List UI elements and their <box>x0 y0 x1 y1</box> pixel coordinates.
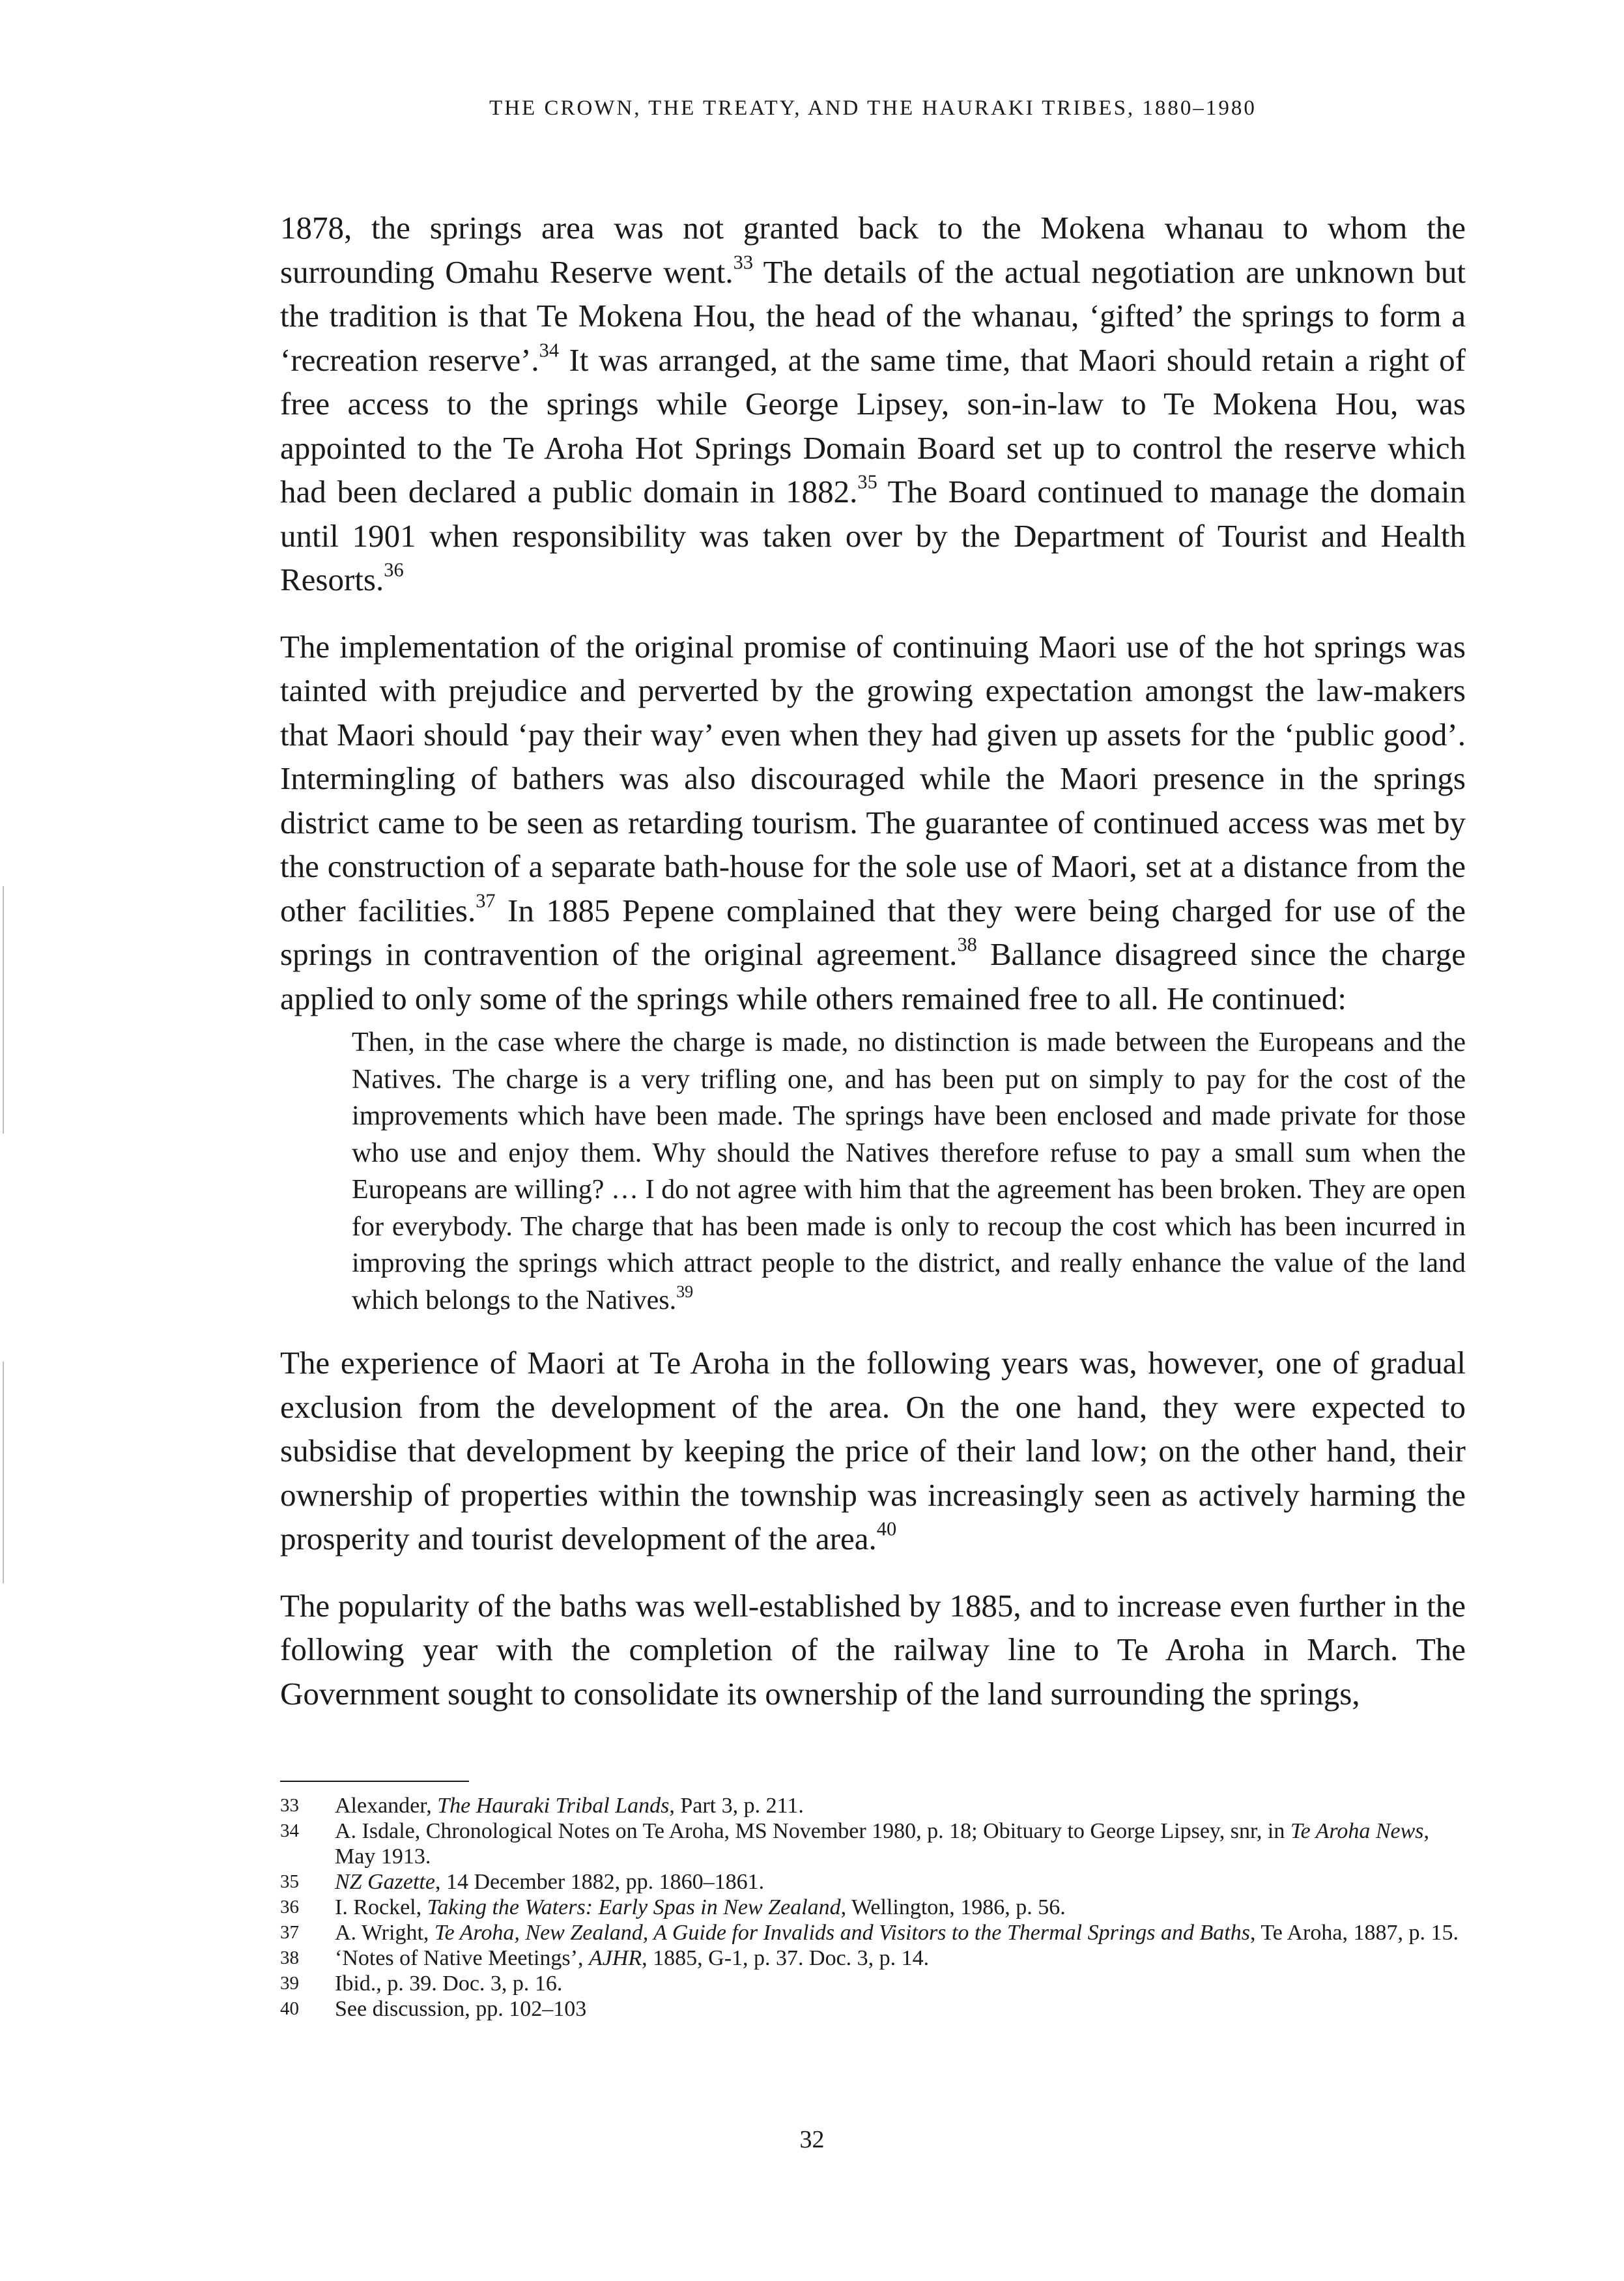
text-run: The Board continued to manage the domain until 1901 when responsibility was taken over by the Department of Tourist and Health Resorts. <box>280 474 1466 597</box>
footnote-reference: 40 <box>876 1517 897 1540</box>
text-run: , 1885, G-1, p. 37. Doc. 3, p. 14. <box>642 1946 930 1970</box>
footnote-reference: 38 <box>957 933 977 956</box>
footnote <box>280 1793 1466 1818</box>
italic-text: NZ Gazette <box>335 1870 435 1894</box>
footnote-reference: 36 <box>384 558 404 581</box>
footnote-text <box>335 1895 1466 1920</box>
italic-text: Te Aroha, New Zealand, A Guide for Invalids and Visitors to the Thermal Springs and Baths <box>434 1921 1250 1945</box>
footnote-text <box>335 1996 1466 2022</box>
text-run: , May 1913. <box>335 1819 1430 1869</box>
footnote <box>280 1895 1466 1920</box>
footnote <box>280 1920 1466 1945</box>
body-text <box>280 206 1466 1738</box>
text-run: It was arranged, at the same time, that Maori should retain a right of free access to the springs while George Lipsey, son-in-law to Te Mokena Hou, was appointed to the Te Aroha Hot Springs Domain Board set up to control the reserve which had been declared a public domain in 1882. <box>280 341 1466 509</box>
text-run: , Wellington, 1986, p. 56. <box>840 1895 1066 1919</box>
footnote-number: 35 <box>280 1871 299 1892</box>
footnote-number: 36 <box>280 1897 299 1917</box>
text-run: I. Rockel, <box>335 1895 427 1919</box>
footnote-text <box>335 1793 1466 1818</box>
footnote <box>280 1971 1466 1996</box>
scan-edge-mark <box>3 886 4 1134</box>
paragraph <box>280 1341 1466 1561</box>
text-run: The details of the actual negotiation are unknown but the tradition is that Te Mokena Hou, the head of the whanau, ‘gifted’ the springs to form a ‘recreation reserve’. <box>280 253 1466 378</box>
footnote-text <box>335 1818 1466 1869</box>
footnotes <box>280 1793 1466 2022</box>
footnote-text <box>335 1869 1466 1895</box>
footnote <box>280 1869 1466 1895</box>
paragraph <box>280 625 1466 1021</box>
footnote-text <box>335 1945 1466 1971</box>
text-run: The experience of Maori at Te Aroha in the following years was, however, one of gradual exclusion from the development of the area. On the one hand, they were expected to subsidise that development by keeping the price of their land low; on the other hand, their ownership of properties within the township was increasingly seen as actively harming the prosperity and tourist development of the area. <box>280 1345 1466 1557</box>
text-run: See discussion, pp. 102–103 <box>335 1997 587 2021</box>
text-run: , Te Aroha, 1887, p. 15. <box>1249 1921 1459 1945</box>
text-run: Ballance disagreed since the charge applied to only some of the springs while others remained free to all. He continued: <box>280 936 1466 1016</box>
text-run: A. Wright, <box>335 1921 434 1945</box>
footnote-rule <box>280 1781 469 1782</box>
footnote <box>280 1996 1466 2022</box>
footnote-number: 34 <box>280 1820 299 1841</box>
footnote-number: 39 <box>280 1973 299 1994</box>
text-run: , Part 3, p. 211. <box>669 1794 804 1818</box>
text-run: Alexander, <box>335 1794 438 1818</box>
text-run: , 14 December 1882, pp. 1860–1861. <box>434 1870 765 1894</box>
italic-text: AJHR <box>588 1946 642 1970</box>
text-run: ‘Notes of Native Meetings’, <box>335 1946 589 1970</box>
footnote-number: 33 <box>280 1795 299 1816</box>
text-run: The popularity of the baths was well-established by 1885, and to increase even further in the following year with the completion of the railway line to Te Aroha in March. The Government sought to consolidate its ownership of the land surrounding the springs, <box>280 1587 1466 1712</box>
paragraph <box>280 206 1466 602</box>
text-run: Ibid., p. 39. Doc. 3, p. 16. <box>335 1972 563 1996</box>
text-run: A. Isdale, Chronological Notes on Te Aroha, MS November 1980, p. 18; Obituary to George Lipsey, snr, in <box>335 1819 1290 1843</box>
italic-text: The Hauraki Tribal Lands <box>437 1794 670 1818</box>
footnote-reference: 33 <box>733 251 754 274</box>
footnote-reference: 35 <box>857 470 877 493</box>
footnote-reference: 37 <box>476 889 496 912</box>
footnote-number: 38 <box>280 1947 299 1968</box>
scan-edge-mark <box>3 1362 4 1583</box>
italic-text: Te Aroha News <box>1290 1819 1424 1843</box>
footnote <box>280 1945 1466 1971</box>
block-quote <box>352 1024 1466 1319</box>
text-run: The implementation of the original promise of continuing Maori use of the hot springs was tainted with prejudice and perverted by the growing expectation amongst the law-makers that Maori should ‘pay their way’ even when they had given up assets for the ‘public good’. Intermingling of bathers was also discouraged while the Maori presence in the springs district came to be seen as retarding tourism. The guarantee of continued access was met by the construction of a separate bath-house for the sole use of Maori, set at a distance from the other facilities. <box>280 628 1466 928</box>
text-run: In 1885 Pepene complained that they were being charged for use of the springs in contravention of the original agreement. <box>280 892 1466 972</box>
footnote-text <box>335 1971 1466 1996</box>
page-number: 32 <box>799 2126 825 2153</box>
running-head: THE CROWN, THE TREATY, AND THE HAURAKI TRIBES, 1880–1980 <box>489 96 1257 120</box>
footnote-number: 40 <box>280 1998 299 2019</box>
footnote-number: 37 <box>280 1922 299 1943</box>
footnote-reference: 34 <box>539 339 560 362</box>
italic-text: Taking the Waters: Early Spas in New Zealand <box>427 1895 841 1919</box>
text-run: 1878, the springs area was not granted back to the Mokena whanau to whom the surrounding Omahu Reserve went. <box>280 210 1466 290</box>
footnote-reference: 39 <box>676 1282 694 1301</box>
text-run: Then, in the case where the charge is made, no distinction is made between the Europeans and the Natives. The charge is a very trifling one, and has been put on simply to pay for the cost of the improvements which have been made. The springs have been enclosed and made private for those who use and enjoy them. Why should the Natives therefore refuse to pay a small sum when the Europeans are willing? … I do not agree with him that the agreement has been broken. They are open for everybody. The charge that has been made is only to recoup the cost which has been incurred in improving the springs which attract people to the district, and really enhance the value of the land which belongs to the Natives. <box>352 1027 1466 1315</box>
footnote-text <box>335 1920 1466 1945</box>
footnote <box>280 1818 1466 1869</box>
paragraph <box>280 1584 1466 1716</box>
